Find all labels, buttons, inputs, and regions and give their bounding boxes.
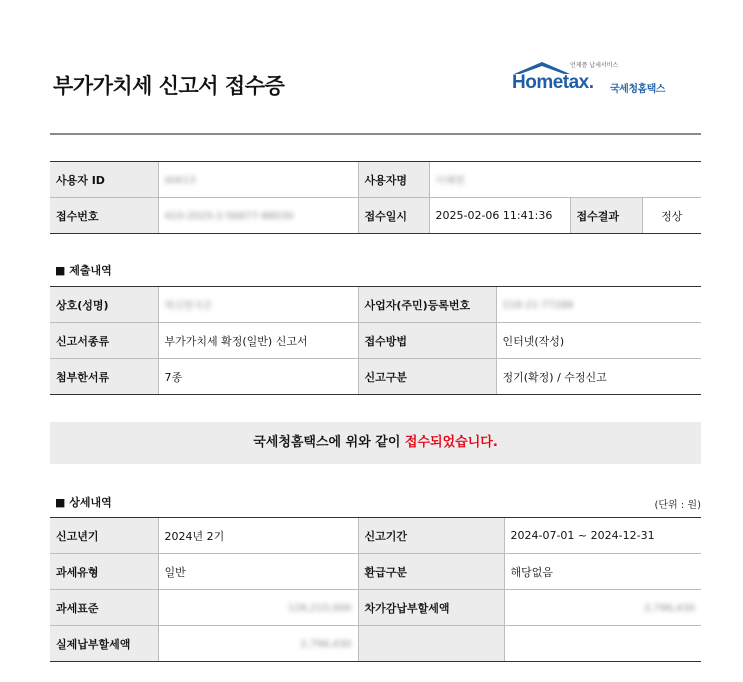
summary-table <box>50 161 701 234</box>
company-value: 혁신한국은 <box>158 287 358 323</box>
receipt-time-value: 2025-02-06 11:41:36 <box>429 198 570 234</box>
bizno-value: 218-21-77288 <box>496 287 701 323</box>
refund-type-label: 환급구분 <box>358 554 504 590</box>
detail-section-title: ■ 상세내역 <box>55 496 112 509</box>
user-id-label: 사용자 ID <box>50 162 158 198</box>
receipt-result-label: 접수결과 <box>570 198 642 234</box>
empty-value-cell <box>504 626 701 662</box>
report-kind-value: 정기(확정) / 수정신고 <box>496 359 701 395</box>
notice-text: 국세청홈택스에 위와 같이 <box>253 435 405 450</box>
submission-section-title: ■ 제출내역 <box>55 264 112 277</box>
table-row <box>50 359 701 395</box>
form-type-value: 부가가치세 확정(일반) 신고서 <box>158 323 358 359</box>
tax-base-value: 126,215,000 <box>158 590 358 626</box>
receipt-result-value: 정상 <box>642 198 701 234</box>
empty-label-cell <box>358 626 504 662</box>
detail-table <box>50 517 701 662</box>
page-title: 부가가치세 신고서 접수증 <box>53 74 285 98</box>
payable-tax-label: 차가감납부할세액 <box>358 590 504 626</box>
logo-tagline: 언제쯤 납세서비스 <box>570 62 619 69</box>
attachments-label: 첨부한서류 <box>50 359 158 395</box>
receipt-notice <box>50 422 701 464</box>
tax-type-value: 일반 <box>158 554 358 590</box>
logo-korean-name: 국세청홈택스 <box>610 84 665 95</box>
table-row <box>50 323 701 359</box>
report-period-label: 신고기간 <box>358 518 504 554</box>
table-row <box>50 198 701 234</box>
table-row <box>50 554 701 590</box>
attachments-value: 7종 <box>158 359 358 395</box>
submission-table <box>50 286 701 395</box>
method-label: 접수방법 <box>358 323 496 359</box>
user-name-value: 이혜현 <box>429 162 701 198</box>
bizno-label: 사업자(주민)등록번호 <box>358 287 496 323</box>
actual-tax-value: 2,796,430 <box>158 626 358 662</box>
form-type-label: 신고서종류 <box>50 323 158 359</box>
table-row <box>50 590 701 626</box>
company-label: 상호(성명) <box>50 287 158 323</box>
report-year-value: 2024년 2기 <box>158 518 358 554</box>
receipt-number-value: 410-2025-2-56677-88030 <box>158 198 358 234</box>
tax-base-label: 과세표준 <box>50 590 158 626</box>
logo-wordmark: Hometax. <box>512 72 594 93</box>
table-row <box>50 626 701 662</box>
title-divider <box>50 133 701 135</box>
report-kind-label: 신고구분 <box>358 359 496 395</box>
notice-highlight: 접수되었습니다. <box>404 435 498 450</box>
refund-type-value: 해당없음 <box>504 554 701 590</box>
receipt-number-label: 접수번호 <box>50 198 158 234</box>
table-row <box>50 162 701 198</box>
receipt-time-label: 접수일시 <box>358 198 429 234</box>
hometax-logo <box>512 60 692 104</box>
tax-type-label: 과세유형 <box>50 554 158 590</box>
report-year-label: 신고년기 <box>50 518 158 554</box>
user-id-value: dok13 <box>158 162 358 198</box>
report-period-value: 2024-07-01 ~ 2024-12-31 <box>504 518 701 554</box>
actual-tax-label: 실제납부할세액 <box>50 626 158 662</box>
table-row <box>50 518 701 554</box>
table-row <box>50 287 701 323</box>
payable-tax-value: 2,796,430 <box>504 590 701 626</box>
unit-note: (단위 : 원) <box>654 500 701 511</box>
user-name-label: 사용자명 <box>358 162 429 198</box>
method-value: 인터넷(작성) <box>496 323 701 359</box>
